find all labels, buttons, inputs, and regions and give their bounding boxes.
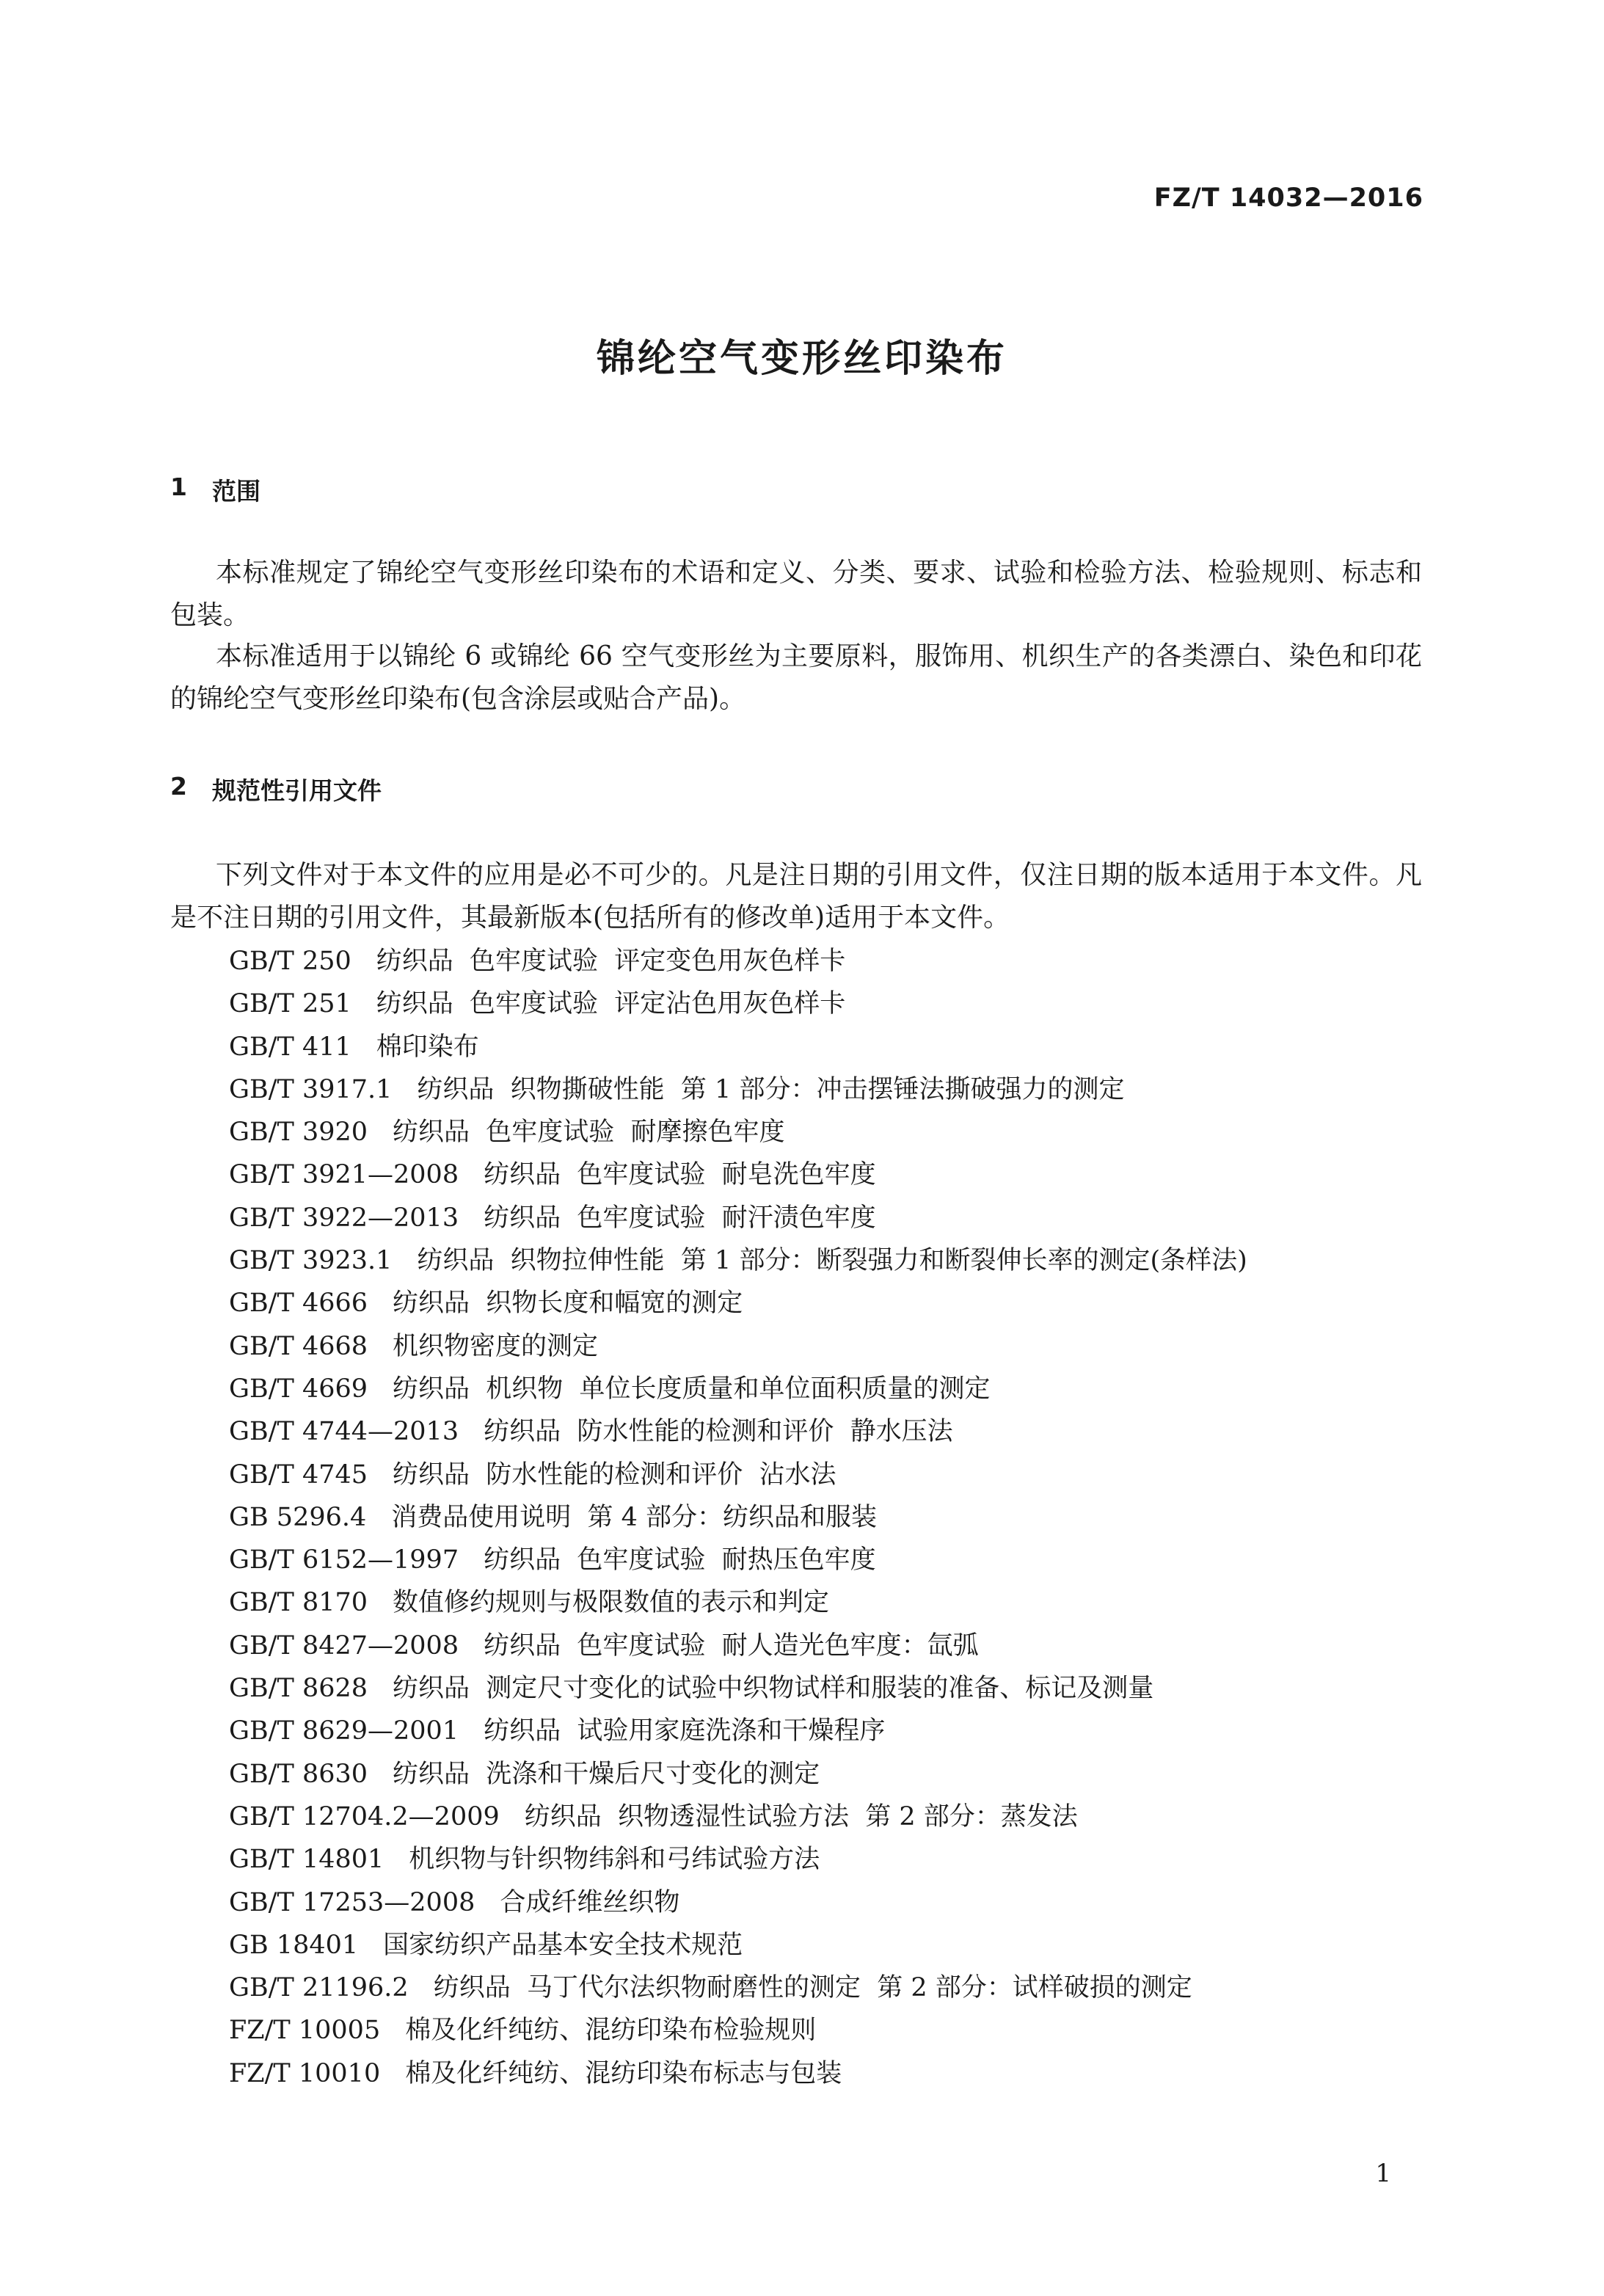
reference-item [229, 940, 1247, 983]
reference-title: 纺织品 色牢度试验 耐摩擦色牢度 [393, 1118, 785, 1148]
section-number: 2 [170, 772, 187, 801]
reference-code: GB/T 251 [229, 989, 351, 1019]
reference-item [229, 2009, 1247, 2052]
standard-code: FZ/T 14032—2016 [1153, 183, 1423, 213]
reference-item [229, 1325, 1247, 1368]
reference-title: 纺织品 机织物 单位长度质量和单位面积质量的测定 [393, 1374, 991, 1404]
reference-item [229, 1924, 1247, 1967]
reference-title: 纺织品 织物拉伸性能 第 1 部分：断裂强力和断裂伸长率的测定(条样法) [417, 1246, 1247, 1276]
reference-code: GB/T 3920 [229, 1118, 368, 1148]
reference-code: GB/T 3921—2008 [229, 1160, 459, 1190]
reference-code: GB/T 4744—2013 [229, 1417, 459, 1447]
section-number: 1 [170, 473, 187, 501]
reference-title: 纺织品 色牢度试验 评定变色用灰色样卡 [376, 947, 846, 976]
reference-code: GB/T 8630 [229, 1759, 368, 1789]
reference-item [229, 1282, 1247, 1324]
reference-code: FZ/T 10010 [229, 2058, 381, 2088]
scope-paragraph: 本标准规定了锦纶空气变形丝印染布的术语和定义、分类、要求、试验和检验方法、检验规则、标志和包装。 [170, 558, 1422, 630]
reference-list [229, 940, 1247, 2095]
reference-title: 纺织品 色牢度试验 耐汗渍色牢度 [484, 1203, 876, 1233]
reference-code: GB/T 8170 [229, 1588, 368, 1618]
reference-title: 纺织品 防水性能的检测和评价 静水压法 [484, 1417, 953, 1447]
reference-title: 纺织品 试验用家庭洗涤和干燥程序 [484, 1716, 886, 1746]
reference-title: 棉及化纤纯纺、混纺印染布标志与包装 [405, 2058, 842, 2088]
reference-title: 合成纤维丝织物 [500, 1887, 680, 1917]
reference-title: 数值修约规则与极限数值的表示和判定 [393, 1588, 830, 1618]
reference-code: GB/T 4669 [229, 1374, 368, 1404]
reference-code: GB/T 17253—2008 [229, 1887, 475, 1917]
reference-item [229, 983, 1247, 1025]
reference-item [229, 1111, 1247, 1154]
reference-code: GB/T 4666 [229, 1289, 368, 1319]
reference-item [229, 1496, 1247, 1539]
scope-paragraph: 本标准适用于以锦纶 6 或锦纶 66 空气变形丝为主要原料，服饰用、机织生产的各类漂白、染色和印花的锦纶空气变形丝印染布(包含涂层或贴合产品)。 [170, 641, 1422, 714]
reference-item [229, 1197, 1247, 1239]
reference-item [229, 1796, 1247, 1838]
section-title: 范围 [211, 477, 260, 506]
reference-code: GB/T 6152—1997 [229, 1545, 459, 1575]
references-intro-paragraph: 下列文件对于本文件的应用是必不可少的。凡是注日期的引用文件，仅注日期的版本适用于本文件。凡是不注日期的引用文件，其最新版本(包括所有的修改单)适用于本文件。 [170, 860, 1422, 933]
section-heading-scope [170, 473, 260, 507]
reference-code: FZ/T 10005 [229, 2016, 381, 2046]
reference-title: 纺织品 测定尺寸变化的试验中织物试样和服装的准备、标记及测量 [393, 1674, 1154, 1704]
reference-code: GB/T 250 [229, 947, 351, 976]
reference-item [229, 1154, 1247, 1196]
reference-title: 纺织品 色牢度试验 评定沾色用灰色样卡 [376, 989, 846, 1019]
reference-item [229, 1667, 1247, 1710]
section-title: 规范性引用文件 [211, 776, 382, 805]
reference-item [229, 1368, 1247, 1410]
reference-item [229, 1068, 1247, 1111]
reference-code: GB/T 8628 [229, 1674, 368, 1704]
reference-code: GB/T 8629—2001 [229, 1716, 459, 1746]
reference-code: GB/T 3922—2013 [229, 1203, 459, 1233]
reference-item [229, 1753, 1247, 1796]
reference-code: GB/T 14801 [229, 1845, 384, 1875]
reference-item [229, 1454, 1247, 1496]
reference-title: 纺织品 色牢度试验 耐热压色牢度 [484, 1545, 876, 1575]
reference-code: GB/T 4745 [229, 1459, 368, 1490]
reference-title: 纺织品 防水性能的检测和评价 沾水法 [393, 1459, 836, 1490]
reference-item [229, 1239, 1247, 1282]
page-number: 1 [1375, 2159, 1391, 2188]
reference-title: 纺织品 织物撕破性能 第 1 部分：冲击摆锤法撕破强力的测定 [417, 1074, 1125, 1104]
reference-code: GB 5296.4 [229, 1502, 367, 1532]
reference-item [229, 2052, 1247, 2095]
reference-item [229, 1581, 1247, 1624]
reference-title: 机织物密度的测定 [393, 1331, 599, 1361]
reference-code: GB 18401 [229, 1930, 359, 1960]
reference-item [229, 1710, 1247, 1752]
reference-title: 消费品使用说明 第 4 部分：纺织品和服装 [391, 1502, 878, 1532]
reference-code: GB/T 411 [229, 1032, 351, 1062]
reference-code: GB/T 8427—2008 [229, 1630, 459, 1661]
reference-title: 纺织品 洗涤和干燥后尺寸变化的测定 [393, 1759, 820, 1789]
reference-item [229, 1625, 1247, 1667]
reference-item [229, 1881, 1247, 1924]
section-heading-normative-references [170, 772, 382, 806]
reference-title: 机织物与针织物纬斜和弓纬试验方法 [409, 1845, 820, 1875]
reference-item [229, 1026, 1247, 1068]
reference-code: GB/T 4668 [229, 1331, 368, 1361]
reference-code: GB/T 3917.1 [229, 1074, 393, 1104]
reference-title: 棉及化纤纯纺、混纺印染布检验规则 [405, 2016, 817, 2046]
reference-code: GB/T 21196.2 [229, 1973, 409, 2003]
reference-title: 纺织品 织物透湿性试验方法 第 2 部分：蒸发法 [524, 1801, 1078, 1832]
reference-code: GB/T 12704.2—2009 [229, 1801, 500, 1832]
reference-title: 国家纺织产品基本安全技术规范 [383, 1930, 743, 1960]
reference-title: 纺织品 织物长度和幅宽的测定 [393, 1289, 743, 1319]
reference-title: 纺织品 色牢度试验 耐皂洗色牢度 [484, 1160, 876, 1190]
reference-code: GB/T 3923.1 [229, 1246, 393, 1276]
reference-item [229, 1539, 1247, 1581]
document-title: 锦纶空气变形丝印染布 [596, 337, 1007, 381]
reference-item [229, 1838, 1247, 1881]
reference-item [229, 1410, 1247, 1453]
reference-title: 纺织品 马丁代尔法织物耐磨性的测定 第 2 部分：试样破损的测定 [433, 1973, 1192, 2003]
reference-title: 棉印染布 [376, 1032, 479, 1062]
reference-title: 纺织品 色牢度试验 耐人造光色牢度：氙弧 [484, 1630, 979, 1661]
reference-item [229, 1967, 1247, 2009]
